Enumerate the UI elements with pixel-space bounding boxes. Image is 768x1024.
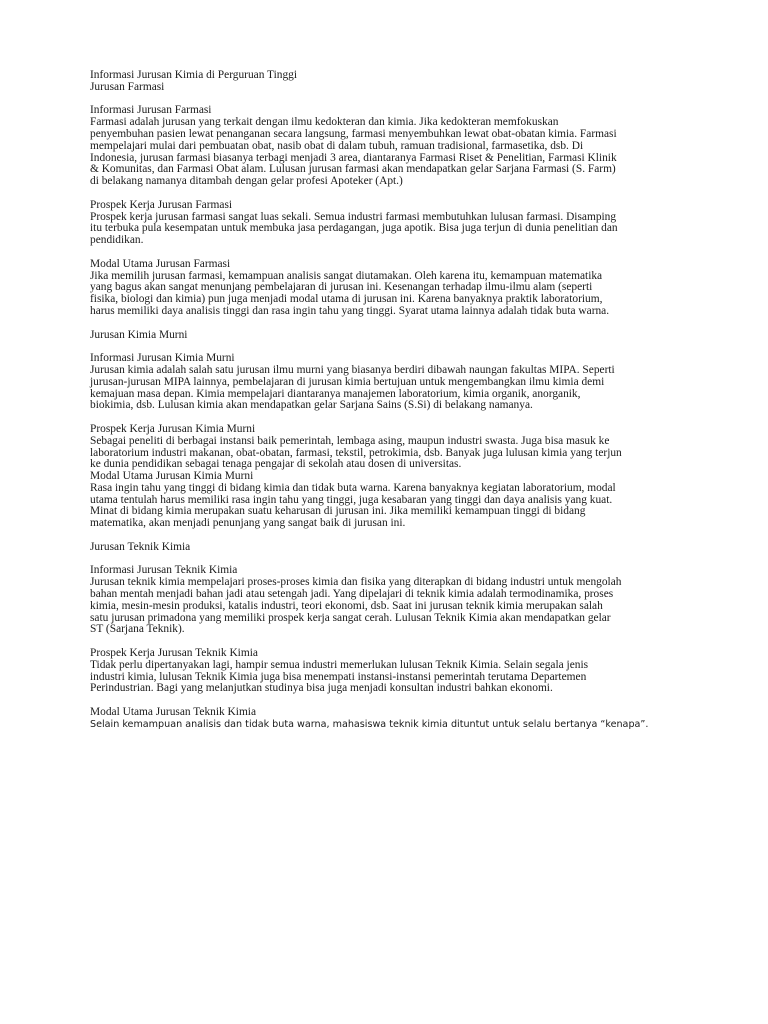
farmasi-prospek-title: Prospek Kerja Jurusan Farmasi: [90, 198, 233, 211]
teknik-prospek-body: Tidak perlu dipertanyakan lagi, hampir semua industri memerlukan lulusan Teknik Kimia. Selain segala jenis industri kimia, lulusan Teknik Kimia juga bisa menempati instansi-instansi pemerintah terutama Departemen Perindustrian. Bagi yang melanjutkan studinya bisa juga menjadi konsultan industri bahkan ekonomi.: [90, 658, 589, 695]
farmasi-modal-body: Jika memilih jurusan farmasi, kemampuan analisis sangat diutamakan. Oleh karena itu, kemampuan matematika yang bagus akan sangat menunjang pembelajaran di jurusan ini. Kesenangan terhadap ilmu-ilmu alam (seperti fisika, biologi dan kimia) pun juga menjadi modal utama di jurusan ini. Karena banyaknya praktik laboratorium, harus memiliki daya analisis tinggi dan rasa ingin tahu yang tinggi. Syarat utama lainnya adalah tidak buta warna.: [90, 269, 610, 317]
kimia-prospek-body: Sebagai peneliti di berbagai instansi baik pemerintah, lembaga asing, maupun industri swasta. Juga bisa masuk ke laboratorium industri makanan, obat-obatan, farmasi, tekstil, petrokimia, dsb. Banyak juga lulusan kimia yang terjun ke dunia pendidikan sebagai tenaga pengajar di sekolah atau dosen di universitas.: [90, 434, 622, 471]
document-content: [90, 70, 682, 731]
teknik-info-title: Informasi Jurusan Teknik Kimia: [90, 564, 238, 577]
section-heading-kimia-murni: Jurusan Kimia Murni: [90, 328, 188, 341]
teknik-modal-body: Selain kemampuan analisis dan tidak buta warna, mahasiswa teknik kimia dituntut untuk selalu bertanya “kenapa”.: [90, 718, 649, 730]
teknik-modal-title: Modal Utama Jurusan Teknik Kimia: [90, 706, 257, 719]
farmasi-info-title: Informasi Jurusan Farmasi: [90, 104, 212, 117]
kimia-prospek-title: Prospek Kerja Jurusan Kimia Murni: [90, 422, 256, 435]
teknik-prospek-title: Prospek Kerja Jurusan Teknik Kimia: [90, 647, 258, 660]
kimia-info-title: Informasi Jurusan Kimia Murni: [90, 352, 235, 365]
farmasi-info-body: Farmasi adalah jurusan yang terkait dengan ilmu kedokteran dan kimia. Jika kedokteran memfokuskan penyembuhan pasien lewat penanganan secara langsung, farmasi menyembuhkan lewat obat-obatan kimia. Farmasi mempelajari mulai dari pembuatan obat, nasib obat di dalam tubuh, ramuan tradisional, farmasetika, dsb. Di Indonesia, jurusan farmasi biasanya terbagi menjadi 3 area, diantaranya Farmasi Riset & Penelitian, Farmasi Klinik & Komunitas, dan Farmasi Obat alam. Lulusan jurusan farmasi akan mendapatkan gelar Sarjana Farmasi (S. Farm) di belakang namanya ditambah dengan gelar profesi Apoteker (Apt.): [90, 116, 617, 188]
document-title: Informasi Jurusan Kimia di Perguruan Tinggi: [90, 69, 298, 81]
farmasi-modal-title: Modal Utama Jurusan Farmasi: [90, 257, 231, 270]
kimia-info-body: Jurusan kimia adalah salah satu jurusan ilmu murni yang biasanya berdiri dibawah naungan fakultas MIPA. Seperti jurusan-jurusan MIPA lainnya, pembelajaran di jurusan kimia bertujuan untuk mengembangkan ilmu kimia demi kemajuan masa depan. Kimia mempelajari diantaranya manajemen laboratorium, kimia organik, anorganik, biokimia, dsb. Lulusan kimia akan mendapatkan gelar Sarjana Sains (S.Si) di belakang namanya.: [90, 363, 615, 412]
section-heading-teknik-kimia: Jurusan Teknik Kimia: [90, 540, 191, 553]
farmasi-prospek-body: Prospek kerja jurusan farmasi sangat luas sekali. Semua industri farmasi membutuhkan lulusan farmasi. Disamping itu terbuka pula kesempatan untuk membuka jasa perdagangan, juga apotik. Bisa juga terjun di dunia penelitian dan pendidikan.: [90, 210, 618, 247]
teknik-info-body: Jurusan teknik kimia mempelajari proses-proses kimia dan fisika yang diterapkan di bidang industri untuk mengolah bahan mentah menjadi bahan jadi atau setengah jadi. Yang dipelajari di teknik kimia adalah termodinamika, proses kimia, mesin-mesin produksi, katalis industri, teori ekonomi, dsb. Saat ini jurusan teknik kimia merupakan salah satu jurusan primadona yang memiliki prospek kerja sangat cerah. Lulusan Teknik Kimia akan mendapatkan gelar ST (Sarjana Teknik).: [90, 576, 622, 636]
kimia-modal-body: Rasa ingin tahu yang tinggi di bidang kimia dan tidak buta warna. Karena banyaknya kegiatan laboratorium, modal utama tentulah harus memiliki rasa ingin tahu yang tinggi, juga kesabaran yang tinggi dan daya analisis yang kuat. Minat di bidang kimia merupakan suatu keharusan di jurusan ini. Jika memiliki kemampuan tinggi di bidang matematika, akan menjadi penunjang yang sangat baik di jurusan ini.: [90, 481, 616, 530]
section-heading-farmasi: Jurusan Farmasi: [90, 80, 165, 93]
kimia-modal-title: Modal Utama Jurusan Kimia Murni: [90, 470, 254, 483]
